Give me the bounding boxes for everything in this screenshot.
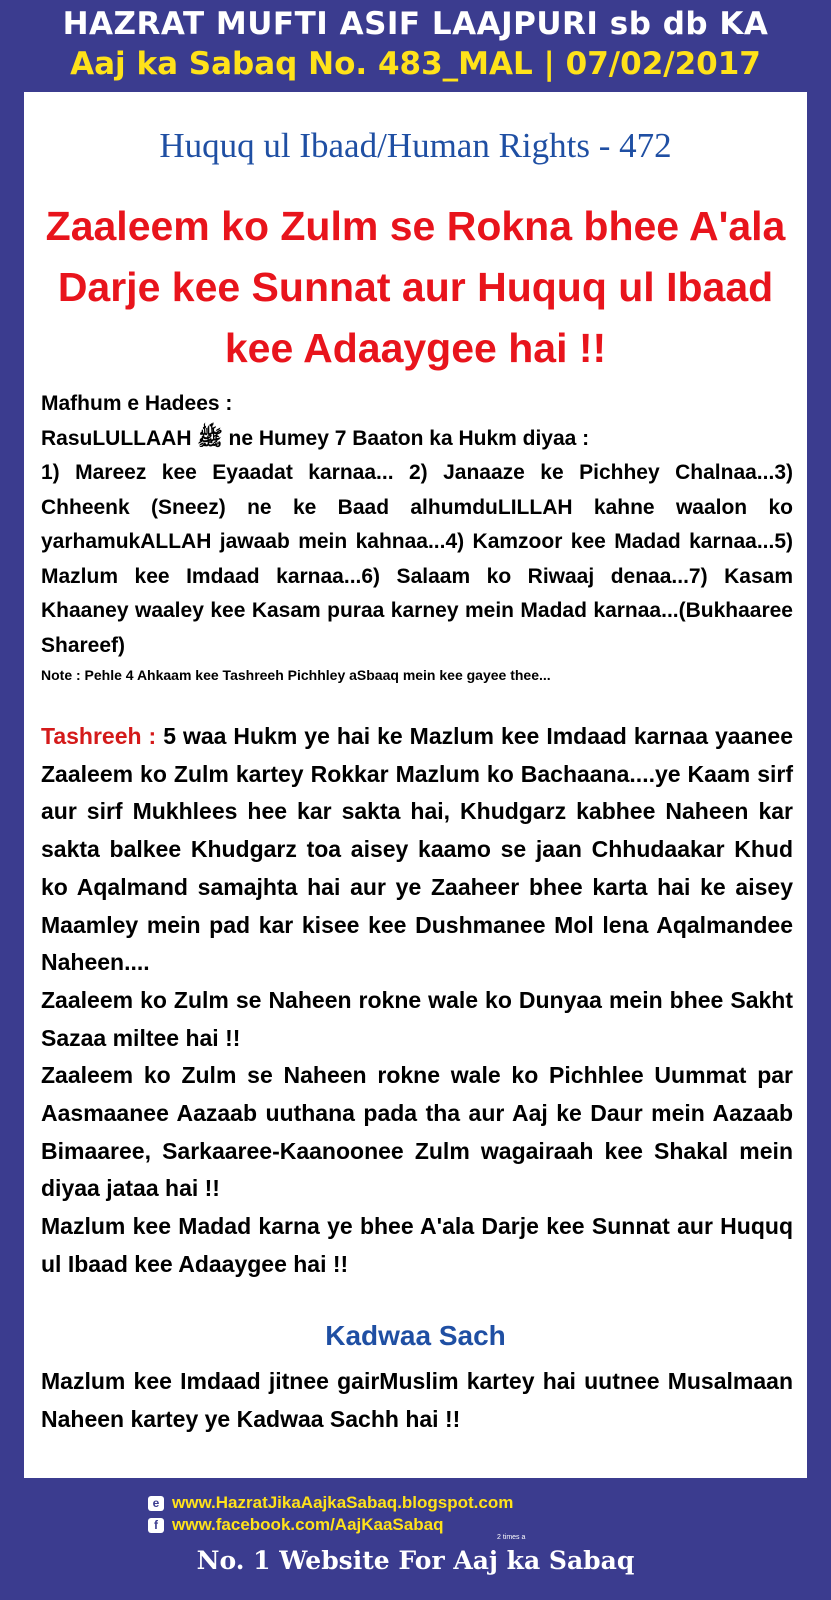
lesson-title: Zaaleem ko Zulm se Rokna bhee A'ala Darje kee Sunnat aur Huquq ul Ibaad kee Adaaygee hai !! (45, 203, 786, 371)
hadees-intro: RasuLULLAAH ﷺ ne Humey 7 Baaton ka Hukm diyaa : (41, 426, 590, 450)
hadees-text: 1) Mareez kee Eyaadat karnaa... 2) Janaaze ke Pichhey Chalnaa...3) Chheenk (Sneez) ne ke Baad alhumduLILLAH kahne waalon ko yarhamukALLAH jawaab mein kahnaa...4) Kamzoor kee Madad karnaa...5) Mazlum kee Imdaad karnaa...6) Salaam ko Riwaaj denaa...7) Kasam Khaaney waaley kee Kasam puraa karney mein Madad karnaa...(Bukhaaree Shareef) (41, 461, 793, 657)
tashreeh-p1-text: 5 waa Hukm ye hai ke Mazlum kee Imdaad karnaa yaanee Zaaleem ko Zulm kartey Rokkar Mazlum ko Bachaana....ye Kaam sirf aur sirf Mukhlees hee kar sakta hai, Khudgarz kabhee Naheen kar sakta balkee Khudgarz toa aisey kaamo se jaan Chhudaakar Khud ko Aqalmand samajhta hai aur ye Zaaheer bhee karta hai ke aisey Maamley mein pad kar kisee kee Dushmanee Mol lena Aqalmandee Naheen.... (41, 723, 793, 976)
content-panel (24, 92, 807, 1478)
facebook-icon: f (148, 1518, 164, 1533)
tashreeh-paragraph-4: Mazlum kee Madad karna ye bhee A'ala Darje kee Sunnat aur Huquq ul Ibaad kee Adaaygee hai !! (41, 1213, 793, 1277)
blog-link[interactable] (148, 1493, 513, 1513)
hadees-section (41, 387, 793, 663)
tashreeh-section (41, 718, 793, 1284)
header (0, 0, 831, 92)
footer (0, 1478, 831, 1600)
header-title: HAZRAT MUFTI ASIF LAAJPURI sb db KA (62, 6, 769, 42)
website-tagline: No. 1 Website For Aaj ka Sabaq (196, 1546, 635, 1575)
series-subtitle: Huquq ul Ibaad/Human Rights - 472 (159, 126, 672, 165)
blog-url: www.HazratJikaAajkaSabaq.blogspot.com (172, 1493, 514, 1512)
kadwa-sach-text: Mazlum kee Imdaad jitnee gairMuslim kartey hai uutnee Musalmaan Naheen kartey ye Kadwaa Sachh hai !! (41, 1368, 793, 1432)
tashreeh-paragraph-1 (41, 718, 793, 982)
facebook-link[interactable] (148, 1515, 443, 1535)
hadees-heading: Mafhum e Hadees : (41, 392, 233, 415)
tashreeh-paragraph-2: Zaaleem ko Zulm se Naheen rokne wale ko Dunyaa mein bhee Sakht Sazaa miltee hai !! (41, 986, 793, 1051)
tashreeh-label: Tashreeh : (41, 723, 164, 749)
kadwa-sach-heading: Kadwaa Sach (325, 1320, 506, 1351)
email-icon: e (148, 1496, 164, 1511)
hadees-note: Note : Pehle 4 Ahkaam kee Tashreeh Pichhley aSbaaq mein kee gayee thee... (41, 667, 551, 683)
lesson-number-date: Aaj ka Sabaq No. 483_MAL | 07/02/2017 (70, 46, 761, 82)
facebook-url: www.facebook.com/AajKaaSabaq (172, 1515, 444, 1534)
tiny-caption: 2 times a (497, 1534, 526, 1541)
tashreeh-paragraph-3: Zaaleem ko Zulm se Naheen rokne wale ko Pichhlee Uummat par Aasmaanee Aazaab uuthana pada tha aur Aaj ke Daur mein Aazaab Bimaaree, Sarkaaree-Kaanoonee Zulm wagairaah kee Shakal mein diyaa jataa hai !! (41, 1062, 793, 1202)
